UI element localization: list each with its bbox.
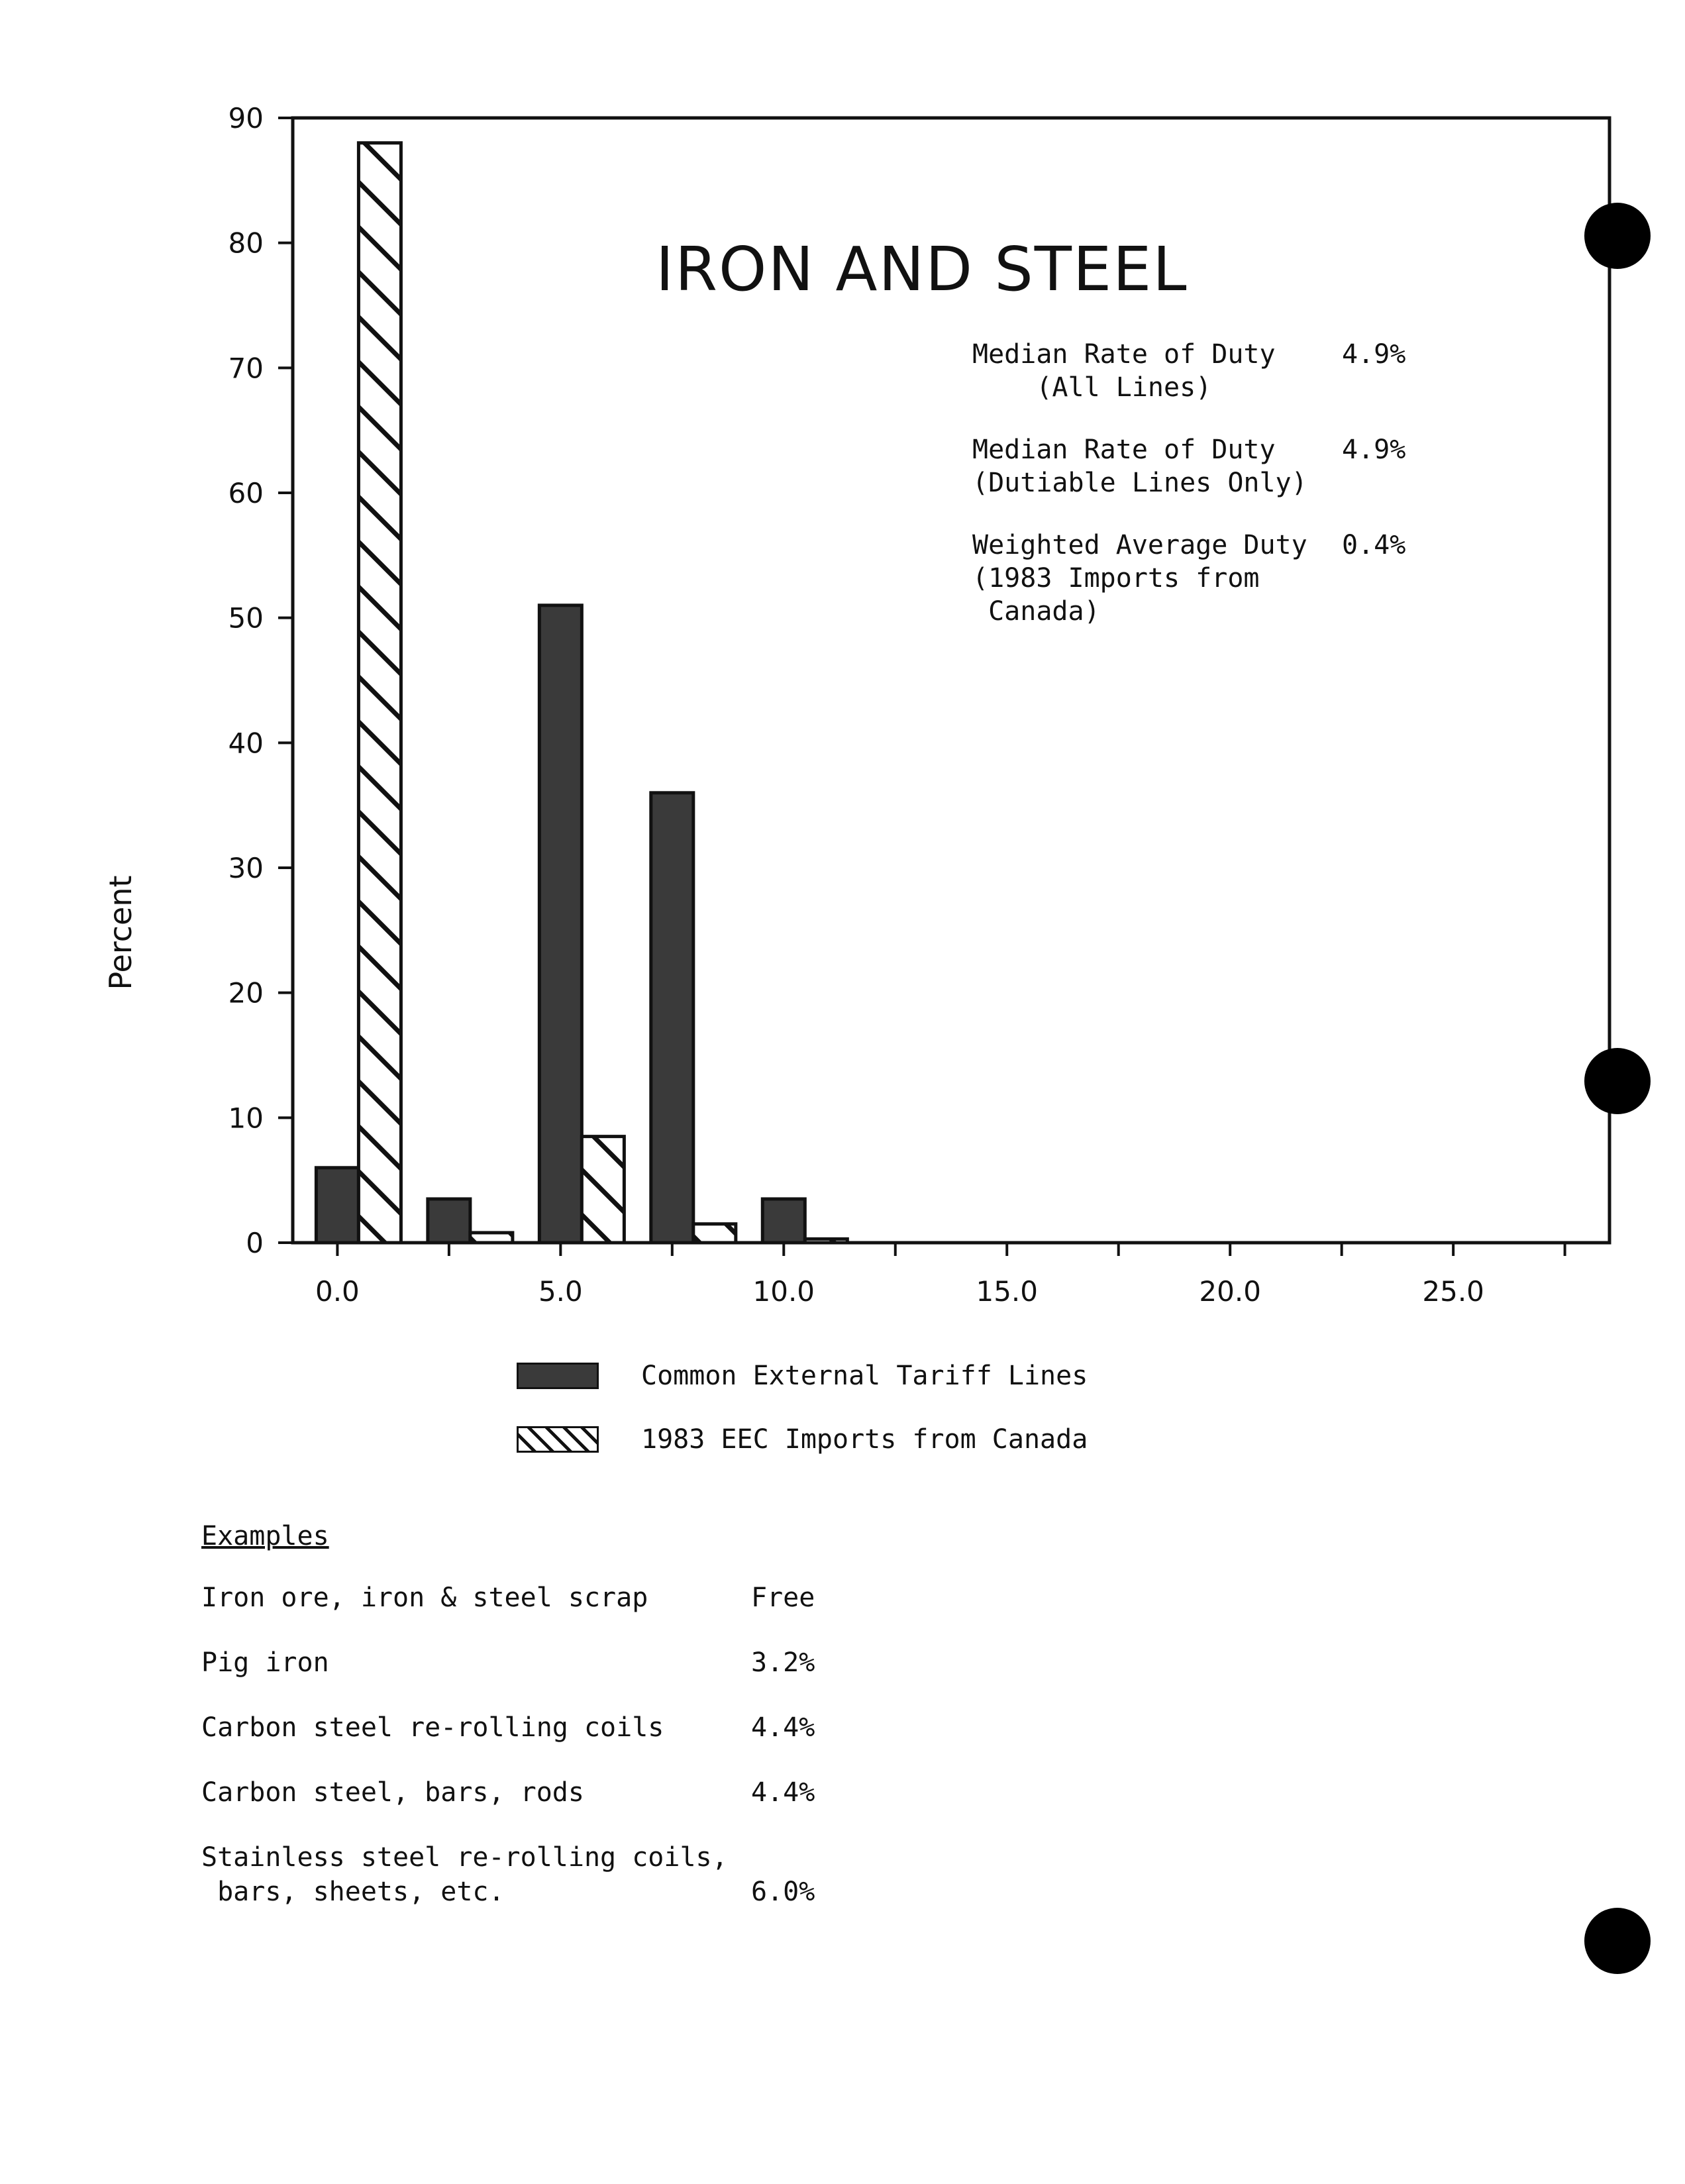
example-rate: 6.0% [751, 1877, 815, 1907]
annotation-label: Median Rate of Duty [972, 435, 1276, 465]
y-tick-label: 80 [228, 227, 264, 260]
annotation-label: Median Rate of Duty [972, 339, 1276, 370]
example-item: Pig iron [201, 1647, 329, 1678]
examples-section [201, 1521, 815, 1940]
y-axis [229, 102, 293, 1259]
y-tick-label: 20 [228, 976, 264, 1010]
bar-common-external-tariff [651, 793, 693, 1243]
y-axis-label: Percent [103, 875, 138, 990]
punch-hole [1584, 203, 1651, 269]
annotation-sublabel: (Dutiable Lines Only) [972, 468, 1307, 498]
examples-title: Examples [201, 1521, 329, 1551]
legend-label: Common External Tariff Lines [641, 1361, 1088, 1391]
example-row [201, 1710, 815, 1745]
example-item: Iron ore, iron & steel scrap [201, 1583, 648, 1613]
legend-swatch-hatch [517, 1426, 599, 1453]
y-tick-label: 40 [228, 727, 264, 760]
bar-eec-imports [805, 1239, 847, 1243]
annotation-value: 4.9% [1342, 339, 1406, 370]
x-axis [315, 1243, 1565, 1308]
example-item: Carbon steel, bars, rods [201, 1777, 584, 1808]
chart-title: IRON AND STEEL [656, 234, 1188, 305]
y-tick-label: 50 [228, 601, 264, 635]
annotation-value: 4.9% [1342, 435, 1406, 465]
annotation-sublabel: (All Lines) [972, 372, 1212, 403]
y-tick-label: 60 [228, 477, 264, 509]
y-tick-label: 0 [246, 1227, 264, 1259]
bar-common-external-tariff [428, 1199, 470, 1243]
example-item: Stainless steel re-rolling coils, bars, sheets, etc. [201, 1842, 728, 1907]
y-tick-label: 10 [228, 1102, 264, 1135]
annotation-value: 0.4% [1342, 530, 1406, 560]
x-tick-label: 25.0 [1422, 1275, 1484, 1308]
example-rate: Free [751, 1583, 815, 1613]
example-row [201, 1775, 815, 1810]
x-tick-label: 10.0 [752, 1275, 815, 1308]
bar-eec-imports [470, 1233, 513, 1243]
y-tick-label: 90 [228, 102, 264, 134]
bar-common-external-tariff [539, 605, 582, 1243]
legend-item-common-external-tariff [517, 1361, 1088, 1391]
examples-list [201, 1581, 815, 1909]
bar-common-external-tariff [762, 1199, 805, 1243]
example-row [201, 1581, 815, 1615]
bar-common-external-tariff [316, 1168, 358, 1243]
example-row [201, 1840, 815, 1909]
annotation-sublabel: (1983 Imports from [972, 563, 1260, 594]
example-rate: 4.4% [751, 1712, 815, 1743]
y-tick-label: 30 [228, 852, 264, 884]
legend-label: 1983 EEC Imports from Canada [641, 1424, 1088, 1455]
annotation-sublabel: Canada) [972, 596, 1100, 627]
punch-hole [1584, 1048, 1651, 1114]
x-tick-label: 0.0 [315, 1275, 360, 1308]
example-rate: 3.2% [751, 1647, 815, 1678]
punch-hole [1584, 1908, 1651, 1974]
x-tick-label: 15.0 [976, 1275, 1038, 1308]
legend-swatch-solid [517, 1363, 599, 1389]
example-item: Carbon steel re-rolling coils [201, 1712, 664, 1743]
bars [316, 143, 847, 1243]
example-row [201, 1645, 815, 1680]
annotation-label: Weighted Average Duty [972, 530, 1307, 560]
x-tick-label: 20.0 [1199, 1275, 1261, 1308]
bar-eec-imports [693, 1224, 736, 1243]
duty-annotations [972, 339, 1405, 627]
legend-item-eec-imports [517, 1424, 1088, 1455]
x-tick-label: 5.0 [538, 1275, 583, 1308]
bar-eec-imports [358, 143, 401, 1243]
y-tick-label: 70 [228, 352, 264, 385]
bar-eec-imports [582, 1137, 624, 1243]
example-rate: 4.4% [751, 1777, 815, 1808]
